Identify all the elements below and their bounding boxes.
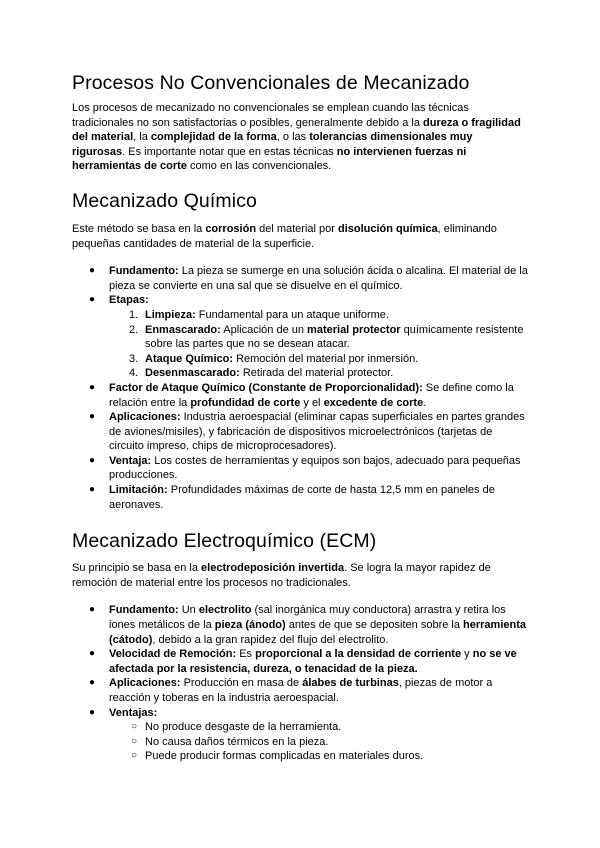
list-item — [72, 293, 528, 381]
text-run: Remoción del material por inmersión. — [233, 352, 419, 365]
bold-text: no intervienen fuerzas ni herramientas de corte — [72, 145, 467, 173]
text-run: Se define como la relación entre la — [109, 381, 514, 409]
bullet-icon: ● — [89, 706, 96, 718]
bullet-icon: ● — [89, 411, 96, 423]
bold-text: Enmascarado: — [145, 323, 221, 336]
bold-text: Aplicaciones: — [109, 411, 181, 424]
list-item — [72, 410, 528, 454]
bold-text: profundidad de corte — [190, 396, 301, 409]
text-run: La pieza se sumerge en una solución ácida o alcalina. El material de la pieza se convierte en una sal que se disuelve en el químico. — [109, 265, 528, 292]
text-run: Este método se basa en la — [72, 222, 206, 235]
text-run: . — [423, 396, 427, 409]
list-item — [72, 706, 528, 764]
circle-bullet-icon: ○ — [131, 721, 138, 733]
intro-paragraph — [72, 101, 528, 174]
text-run: Los procesos de mecanizado no convencionales se emplean cuando las técnicas tradicionales no son satisfactorias o posibles, generalmente debido a la — [72, 102, 469, 129]
document-title: Procesos No Convencionales de Mecanizado — [72, 72, 470, 94]
text-run: , eliminando pequeñas cantidades de material de la superficie. — [72, 222, 497, 250]
text-run: , o las — [276, 131, 310, 144]
bold-text: Velocidad de Remoción: — [109, 648, 237, 661]
list-item: 2. Enmascarado: Aplicación de un material protector químicamente resistente sobre las partes que no se desean atacar. — [129, 323, 524, 351]
text-run: Aplicación de un — [220, 323, 308, 336]
bullet-icon: ● — [89, 677, 96, 689]
list-item: ○ Puede producir formas complicadas en materiales duros. — [131, 750, 424, 763]
text-run: Los costes de herramientas y equipos son bajos, adecuado para pequeñas producciones. — [109, 454, 521, 482]
text-run: y el — [300, 396, 324, 409]
text-run: . Se logra la mayor rapidez de remoción de material entre los procesos no tradicionales. — [72, 562, 491, 589]
text-run: antes de que se depositen sobre la — [285, 619, 464, 632]
list-item: 4. Desenmascarado: Retirada del material protector. — [129, 367, 394, 380]
bold-text: Factor de Ataque Químico (Constante de Proporcionalidad): — [109, 381, 423, 394]
bold-text: tolerancias dimensionales muy rigurosas — [72, 131, 473, 158]
bold-text: disolución química — [337, 222, 438, 235]
bold-text: pieza (ánodo) — [214, 619, 286, 632]
bold-text: excedente de corte — [323, 396, 424, 409]
text-run: químicamente resistente sobre las partes que no se desean atacar. — [145, 323, 524, 351]
list-item — [72, 647, 528, 676]
text-run: Es — [236, 648, 256, 661]
bullet-icon: ● — [89, 265, 96, 277]
bold-text: Ventajas: — [109, 706, 158, 719]
text-run: , debido a la gran rapidez del flujo del electrolito. — [152, 633, 389, 646]
bold-text: Ventaja: — [109, 454, 152, 467]
bold-text: no se ve afectada por la resistencia, dureza, o tenacidad de la pieza. — [109, 648, 517, 675]
bold-text: Desenmascarado: — [145, 367, 240, 380]
section-heading-ecm: Mecanizado Electroquímico (ECM) — [72, 530, 377, 553]
bold-text: herramienta (cátodo) — [109, 619, 527, 646]
list-item — [72, 676, 528, 705]
bold-text: Ataque Químico: — [145, 352, 234, 365]
text-run: y — [461, 648, 473, 661]
text-run: , piezas de motor a reacción y toberas en la industria aeroespacial. — [109, 677, 493, 704]
ecm-list — [72, 603, 528, 764]
bullet-icon: ● — [89, 381, 96, 393]
bold-text: Limitación: — [109, 484, 168, 497]
text-run: como en las convencionales. — [186, 160, 332, 173]
quimico-list — [72, 264, 528, 512]
bold-text: electrodeposición invertida — [201, 562, 345, 575]
section-heading-quimico: Mecanizado Químico — [72, 189, 257, 212]
list-item — [72, 454, 528, 483]
circle-bullet-icon: ○ — [131, 735, 138, 747]
bold-text: Fundamento: — [109, 604, 179, 617]
circle-bullet-icon: ○ — [131, 750, 138, 762]
bold-text: dureza o fragilidad del material — [72, 116, 521, 144]
list-item — [72, 381, 528, 410]
bold-text: material protector — [307, 323, 401, 336]
text-run: Industria aeroespacial (eliminar capas superficiales en partes grandes de aviones/misiles), y fabricación de dispositivos microelectrónicos (tarjetas de circuito impreso, chips de microprocesadores). — [109, 411, 525, 453]
ventajas-list — [109, 720, 528, 764]
list-item: ○ No produce desgaste de la herramienta. — [131, 721, 342, 734]
list-item: 1. Limpieza: Fundamental para un ataque uniforme. — [129, 308, 389, 321]
list-item: ○ No causa daños térmicos en la pieza. — [131, 735, 329, 748]
ecm-intro-paragraph — [72, 561, 528, 590]
bullet-icon: ● — [89, 294, 96, 306]
bold-text: complejidad de la forma — [150, 131, 277, 144]
bold-text: Etapas: — [109, 294, 149, 307]
quimico-intro-paragraph — [72, 222, 528, 251]
text-run: Retirada del material protector. — [239, 367, 394, 380]
etapas-list — [109, 308, 528, 381]
list-item — [72, 264, 528, 293]
bullet-icon: ● — [89, 454, 96, 466]
bold-text: proporcional a la densidad de corriente — [255, 648, 462, 661]
list-item — [72, 603, 528, 647]
text-run: (sal inorgánica muy conductora) arrastra y retira los iones metálicos de la — [109, 604, 506, 632]
list-item: 3. Ataque Químico: Remoción del material por inmersión. — [129, 352, 419, 365]
text-run: , la — [133, 131, 151, 144]
bullet-icon: ● — [89, 484, 96, 496]
text-run: Su principio se basa en la — [72, 562, 202, 575]
bold-text: álabes de turbinas — [302, 677, 399, 690]
text-run: Profundidades máximas de corte de hasta 12,5 mm en paneles de aeronaves. — [109, 484, 495, 511]
text-run: del material por — [256, 222, 338, 235]
bullet-icon: ● — [89, 648, 96, 660]
text-run: Fundamental para un ataque uniforme. — [195, 308, 389, 321]
bullet-icon: ● — [89, 604, 96, 616]
list-item — [72, 483, 528, 512]
bold-text: electrolito — [198, 604, 252, 617]
bold-text: Limpieza: — [145, 308, 196, 321]
text-run: . Es importante notar que en estas técnicas — [122, 145, 337, 158]
bold-text: Aplicaciones: — [109, 677, 181, 690]
text-run: Producción en masa de — [180, 677, 303, 690]
bold-text: corrosión — [205, 222, 257, 235]
bold-text: Fundamento: — [109, 265, 179, 278]
text-run: Un — [178, 604, 199, 617]
